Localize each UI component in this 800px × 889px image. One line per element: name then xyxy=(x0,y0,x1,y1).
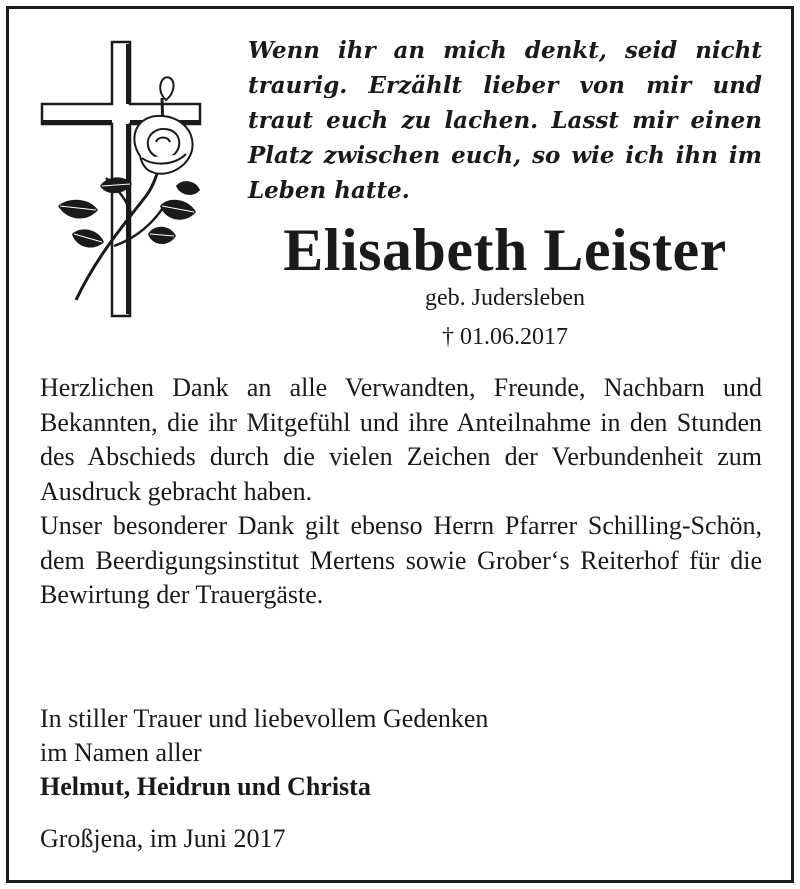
closing-line: In stiller Trauer und liebevollem Gedenken xyxy=(40,704,489,733)
thanks-paragraph: Unser besonderer Dank gilt ebenso Herrn Pfarrer Schilling-Schön, dem Beerdigungsinstitut Mertens sowie Grober‘s Reiterhof für die Bewirtung der Trauergäste. xyxy=(40,511,762,609)
motto-line: Leben hatte. xyxy=(248,177,410,204)
motto-verse xyxy=(248,33,762,208)
motto-line: Platz zwischen euch, so wie ich ihn im xyxy=(248,142,762,169)
motto-line: Wenn ihr an mich denkt, seid nicht xyxy=(248,37,762,64)
place-date: Großjena, im Juni 2017 xyxy=(40,824,286,853)
motto-line: traurig. Erzählt lieber von mir und xyxy=(248,72,762,99)
thanks-text xyxy=(40,371,762,613)
birth-name: geb. Judersleben xyxy=(425,285,585,311)
death-date: † 01.06.2017 xyxy=(442,324,568,350)
signers: Helmut, Heidrun und Christa xyxy=(40,772,371,801)
closing-line: im Namen aller xyxy=(40,738,202,767)
thanks-paragraph: Herzlichen Dank an alle Verwandten, Freunde, Nachbarn und Bekannten, die ihr Mitgefühl und ihre Anteilnahme in den Stunden des Abschieds durch die vielen Zeichen der Verbundenheit zum Ausdruck gebracht haben. xyxy=(40,373,762,506)
deceased-name: Elisabeth Leister xyxy=(283,217,727,283)
cross-with-rose-icon xyxy=(36,38,206,320)
motto-line: traut euch zu lachen. Lasst mir einen xyxy=(248,107,762,134)
closing-block xyxy=(40,702,762,804)
